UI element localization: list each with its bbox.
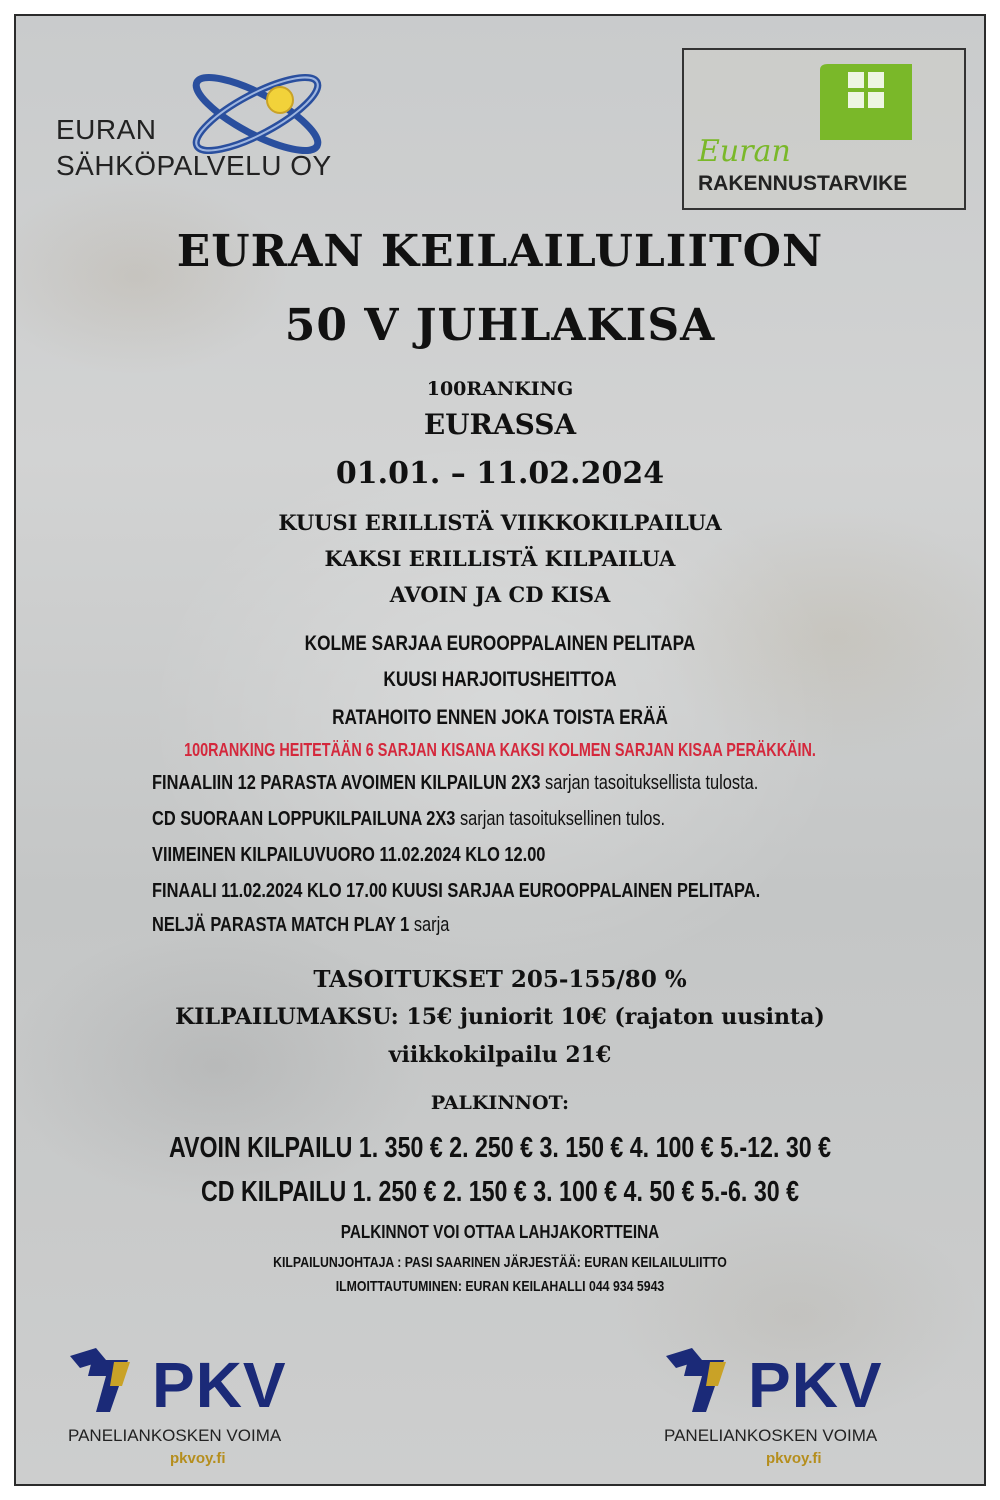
window-house-icon [818,62,914,142]
logo-text-rakennustarvike: RAKENNUSTARVIKE [698,172,908,195]
fee-line: KILPAILUMAKSU: 15€ juniorit 10€ (rajaton uusinta) [175,1004,825,1030]
poster [14,14,986,1486]
detail-line-1: FINAALIIN 12 PARASTA AVOIMEN KILPAILUN 2X3 sarjan tasoituksellista tulosta. [152,772,759,794]
logo-text-sahkopalvelu: SÄHKÖPALVELU OY [56,150,332,181]
format-line-1: KUUSI ERILLISTÄ VIIKKOKILPAILUA [278,510,722,535]
title-line-2: 50 V JUHLAKISA [284,300,716,351]
euran-sahkopalvelu-logo [42,52,372,202]
logo-text-euran-green: Euran [698,134,791,169]
pkv-logo-right [662,1346,932,1467]
ranking-highlight: 100RANKING HEITETÄÄN 6 SARJAN KISANA KAKSI KOLMEN SARJAN KISAA PERÄKKÄIN. [184,740,816,760]
pkv-name-text: PANELIANKOSKEN VOIMA [68,1426,282,1445]
prizes-gift-note: PALKINNOT VOI OTTAA LAHJAKORTTEINA [340,1222,660,1242]
rule-line-2: KUUSI HARJOITUSHEITTOA [383,668,617,691]
pkv-mark-text: PKV [748,1349,883,1421]
title-line-1: EURAN KEILAILULIITON [176,226,824,277]
format-line-3: AVOIN JA CD KISA [389,582,611,607]
logo-text-euran: EURAN [56,114,157,145]
format-line-2: KAKSI ERILLISTÄ KILPAILUA [324,546,676,571]
rule-line-3: RATAHOITO ENNEN JOKA TOISTA ERÄÄ [332,706,668,729]
pkv-swoosh-icon [66,1346,146,1416]
weekly-fee-line: viikkokilpailu 21€ [388,1042,612,1068]
prizes-cd: CD KILPAILU 1. 250 € 2. 150 € 3. 100 € 4. 50 € 5.-6. 30 € [201,1176,799,1208]
pkv-name-text: PANELIANKOSKEN VOIMA [664,1426,878,1445]
handicap-line: TASOITUKSET 205-155/80 % [313,966,687,993]
atom-orbit-icon [182,62,332,162]
detail-line-3: VIIMEINEN KILPAILUVUORO 11.02.2024 KLO 12.00 [152,844,546,866]
pkv-url-text: pkvoy.fi [766,1450,822,1467]
prizes-open: AVOIN KILPAILU 1. 350 € 2. 250 € 3. 150 € 4. 100 € 5.-12. 30 € [168,1132,831,1164]
pkv-swoosh-icon [662,1346,742,1416]
date-range: 01.01. – 11.02.2024 [335,456,665,491]
detail-line-2: CD SUORAAN LOPPUKILPAILUNA 2X3 sarjan tasoituksellinen tulos. [152,808,666,830]
pkv-url-text: pkvoy.fi [170,1450,226,1467]
detail-line-5: NELJÄ PARASTA MATCH PLAY 1 sarja [152,914,450,936]
organizer-line: KILPAILUNJOHTAJA : PASI SAARINEN JÄRJESTÄÄ: EURAN KEILAILULIITTO [273,1254,727,1271]
pkv-logo-left [66,1346,336,1467]
pkv-mark-text: PKV [152,1349,287,1421]
ranking-label: 100RANKING [426,378,574,400]
prizes-heading: PALKINNOT: [430,1092,570,1114]
rule-line-1: KOLME SARJAA EUROOPPALAINEN PELITAPA [304,632,696,655]
euran-rakennustarvike-logo [682,48,966,210]
location: EURASSA [423,408,577,441]
detail-line-4: FINAALI 11.02.2024 KLO 17.00 KUUSI SARJAA EUROOPPALAINEN PELITAPA. [152,880,761,902]
signup-line: ILMOITTAUTUMINEN: EURAN KEILAHALLI 044 934 5943 [335,1278,665,1295]
